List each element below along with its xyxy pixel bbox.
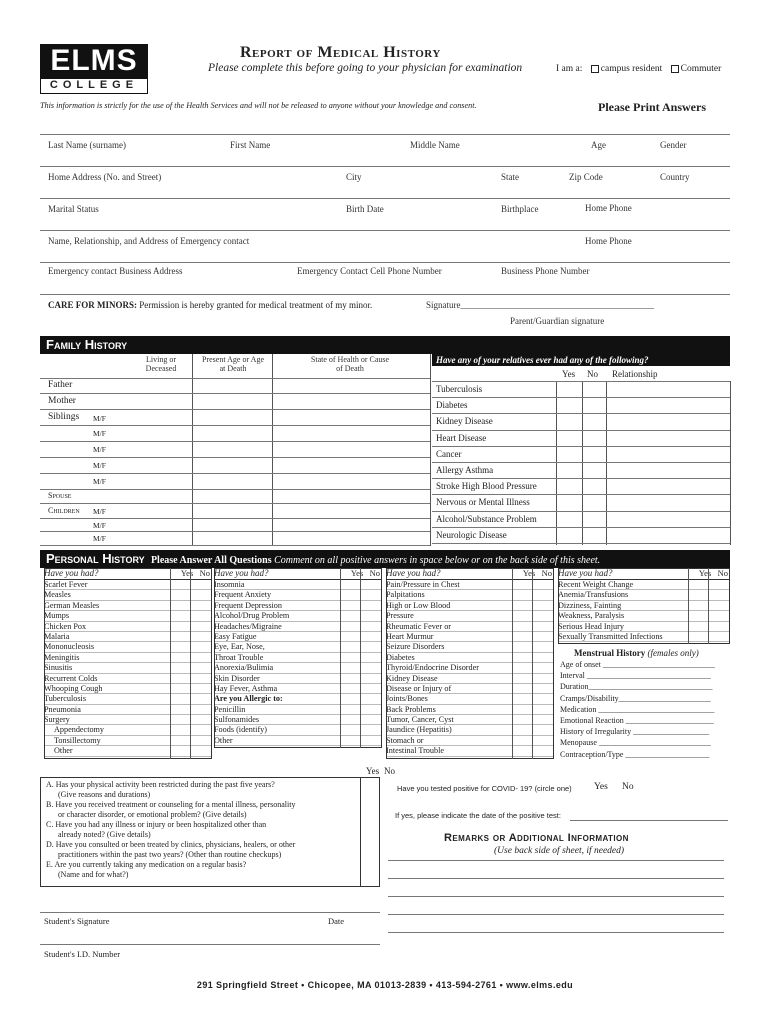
siblings-row: Siblings (48, 412, 80, 422)
yes-label: Yes (180, 568, 194, 578)
logo-college: COLLEGE (40, 78, 148, 94)
health-question (41, 860, 379, 880)
personal-history-item: Mumps (44, 611, 212, 621)
personal-history-item: Joints/Bones (386, 694, 554, 704)
student-id-number[interactable]: Student's I.D. Number (44, 949, 121, 959)
question-detail: (Name and for what?) (58, 870, 129, 879)
campus-resident-checkbox[interactable] (591, 65, 599, 73)
menstrual-history-line[interactable]: Cramps/Disability_______________________ (560, 693, 711, 703)
no-label: No (369, 568, 380, 578)
footer-address: 291 Springfield Street • Chicopee, MA 01013-2839 • 413-594-2761 • www.elms.edu (196, 980, 574, 990)
have-you-had-label: Have you had? (214, 568, 269, 578)
questions-no: No (384, 766, 395, 776)
personal-instructions-note: Comment on all positive answers in space below or on the back side of this sheet. (274, 555, 601, 566)
personal-history-item: Scarlet Fever (44, 580, 212, 590)
remarks-title: Remarks or Additional Information (444, 832, 629, 844)
family-history-title: Family History (46, 337, 128, 352)
col-state-of-health: State of Health or Cause of Death (310, 355, 390, 373)
personal-history-item: Kidney Disease (386, 674, 554, 684)
family-condition-item: Heart Disease (436, 432, 487, 443)
emergency-contact-field[interactable]: Name, Relationship, and Address of Emergency contact (48, 236, 250, 246)
questions-box (40, 777, 380, 887)
have-you-had-label: Have you had? (44, 568, 99, 578)
personal-history-item: Anorexia/Bulimia (214, 663, 382, 673)
covid-date-prompt: If yes, please indicate the date of the positive test: (395, 811, 561, 820)
no-label: No (199, 568, 210, 578)
personal-history-item: Heart Murmur (386, 632, 554, 642)
father-row: Father (48, 380, 73, 390)
menstrual-history-title: Menstrual History (females only) (574, 648, 699, 658)
personal-history-item: Appendectomy (44, 725, 212, 735)
guardian-signature-label: Parent/Guardian signature (510, 316, 605, 326)
mf-label: M/F (93, 534, 106, 543)
question-detail: (Give reasons and durations) (58, 790, 151, 799)
relatives-yes: Yes (562, 369, 576, 379)
state-field[interactable]: State (501, 172, 519, 182)
personal-history-item: Surgery (44, 715, 212, 725)
personal-history-item: Pressure (386, 611, 554, 621)
family-condition-item: Cancer (436, 448, 462, 459)
care-for-minors (48, 300, 372, 310)
family-condition-item: Neurologic Disease (436, 529, 507, 540)
logo-elms: ELMS (40, 44, 148, 78)
no-label: No (541, 568, 552, 578)
signature-date[interactable]: Date (328, 916, 345, 926)
emergency-home-phone-field[interactable]: Home Phone (585, 236, 632, 246)
personal-history-item: Sinusitis (44, 663, 212, 673)
health-question (41, 840, 379, 860)
covid-yes[interactable]: Yes (594, 782, 608, 792)
relatives-no: No (587, 369, 598, 379)
relatives-question: Have any of your relatives ever had any of the following? (432, 354, 730, 366)
campus-resident-label: campus resident (600, 64, 663, 74)
personal-history-item: Eye, Ear, Nose, (214, 642, 382, 652)
personal-history-item: Jaundice (Hepatitis) (386, 725, 554, 735)
student-signature[interactable]: Student's Signature (44, 916, 110, 926)
mf-label: M/F (93, 507, 106, 516)
personal-history-item: Easy Fatigue (214, 632, 382, 642)
yes-label: Yes (522, 568, 536, 578)
menstrual-history-line[interactable]: Menopause ____________________________ (560, 738, 711, 748)
first-name-field[interactable]: First Name (230, 140, 271, 150)
personal-history-item: Measles (44, 590, 212, 600)
personal-history-item: Alcohol/Drug Problem (214, 611, 382, 621)
health-question (41, 780, 379, 800)
personal-history-item: Mononucleosis (44, 642, 212, 652)
personal-history-item: Frequent Depression (214, 601, 382, 611)
personal-history-item: German Measles (44, 601, 212, 611)
personal-history-item: Penicillin (214, 705, 382, 715)
family-history-bar (40, 336, 730, 354)
mf-label: M/F (93, 461, 106, 470)
home-address-field[interactable]: Home Address (No. and Street) (48, 172, 162, 182)
emergency-cell-field[interactable]: Emergency Contact Cell Phone Number (297, 266, 442, 276)
commuter-checkbox[interactable] (671, 65, 679, 73)
personal-history-item: Tumor, Cancer, Cyst (386, 715, 554, 725)
mf-label: M/F (93, 414, 106, 423)
family-condition-item: Kidney Disease (436, 416, 493, 427)
age-field[interactable]: Age (591, 140, 606, 150)
birth-date-field[interactable]: Birth Date (346, 204, 384, 214)
personal-history-item: Sulfonamides (214, 715, 382, 725)
disclaimer: This information is strictly for the use of the Health Services and will not be released to anyone without your knowledge and consent. (40, 101, 477, 110)
guardian-signature-line[interactable]: Signature___________________________________________ (426, 300, 654, 310)
personal-history-item: Weakness, Paralysis (558, 611, 730, 621)
col-living-deceased: Living or Deceased (145, 355, 177, 373)
family-condition-item: Tuberculosis (436, 384, 483, 394)
health-question (41, 800, 379, 820)
family-condition-item: Stroke High Blood Pressure (436, 481, 537, 492)
personal-history-item: Anemia/Transfusions (558, 590, 730, 600)
family-condition-item: Alcohol/Substance Problem (436, 513, 537, 524)
menstrual-note: (females only) (647, 648, 699, 658)
question-line: E. Are you currently taking any medication on a regular basis? (46, 860, 247, 869)
covid-no[interactable]: No (622, 782, 634, 792)
elms-college-logo (40, 44, 148, 94)
personal-history-item: Pain/Pressure in Chest (386, 580, 554, 590)
personal-history-item: Throat Trouble (214, 653, 382, 663)
question-line: C. Have you had any illness or injury or been hospitalized other than (46, 820, 267, 829)
relatives-relationship: Relationship (612, 369, 658, 379)
menstrual-history-line[interactable]: Emotional Reaction ______________________ (560, 716, 714, 725)
personal-history-item: Rheumatic Fever or (386, 622, 554, 632)
page-title: Report of Medical History (240, 44, 441, 61)
commuter-label: Commuter (680, 64, 722, 74)
personal-history-item: Frequent Anxiety (214, 590, 382, 600)
city-field[interactable]: City (346, 172, 362, 182)
personal-history-item: Disease or Injury of (386, 684, 554, 694)
mf-label: M/F (93, 477, 106, 486)
question-detail: or character disorder, or emotional problem? (Give details) (58, 810, 247, 819)
yes-label: Yes (350, 568, 364, 578)
country-field[interactable]: Country (660, 172, 690, 182)
personal-history-item: Foods (identify) (214, 725, 382, 735)
personal-history-item: Tonsillectomy (44, 736, 212, 746)
question-line: A. Has your physical activity been restricted during the past five years? (46, 780, 275, 789)
minors-bold: CARE FOR MINORS: (48, 300, 137, 310)
page-subtitle: Please complete this before going to your physician for examination (208, 62, 523, 74)
col-present-age: Present Age or Age at Death (202, 355, 264, 373)
personal-history-item: Palpitations (386, 590, 554, 600)
personal-history-item: Serious Head Injury (558, 622, 730, 632)
menstrual-history-line[interactable]: Age of onset ____________________________ (560, 660, 715, 669)
personal-history-bar (40, 550, 730, 568)
residency-choice (556, 64, 721, 74)
personal-history-item: Diabetes (386, 653, 554, 663)
personal-history-box (44, 568, 212, 759)
menstrual-history-line[interactable]: History of Irregularity ___________________ (560, 727, 710, 737)
health-question (41, 820, 379, 840)
iam-label: I am a: (556, 64, 583, 74)
personal-history-item: Pneumonia (44, 705, 212, 715)
personal-history-item: Chicken Pox (44, 622, 212, 632)
covid-question: Have you tested positive for COVID- 19? (circle one) (397, 784, 572, 793)
minors-text: Permission is hereby granted for medical treatment of my minor. (139, 300, 373, 310)
question-detail: practitioners within the past two years? (Other than routine checkups) (58, 850, 282, 859)
gender-field[interactable]: Gender (660, 140, 687, 150)
personal-history-item: Are you Allergic to: (214, 694, 382, 704)
personal-history-item: High or Low Blood (386, 601, 554, 611)
children-row: Children (48, 506, 80, 515)
personal-history-item: Other (44, 746, 212, 756)
remarks-note: (Use back side of sheet, if needed) (494, 846, 625, 856)
menstrual-history-line[interactable]: Interval _______________________________ (560, 671, 711, 681)
spouse-row: Spouse (48, 491, 72, 500)
personal-history-item: Other (214, 736, 382, 746)
family-condition-item: Diabetes (436, 400, 468, 411)
have-you-had-label: Have you had? (386, 568, 441, 578)
mf-label: M/F (93, 521, 106, 530)
personal-history-item: Malaria (44, 632, 212, 642)
print-note: Please Print Answers (598, 100, 706, 114)
menstrual-history-line[interactable]: Contraception/Type _____________________ (560, 749, 710, 759)
no-label: No (717, 568, 728, 578)
mother-row: Mother (48, 396, 76, 406)
mf-label: M/F (93, 445, 106, 454)
remarks-lines[interactable] (388, 860, 724, 940)
personal-history-item: Recent Weight Change (558, 580, 730, 590)
have-you-had-label: Have you had? (558, 568, 613, 578)
personal-history-title: Personal History (46, 551, 145, 566)
personal-history-item: Dizziness, Fainting (558, 601, 730, 611)
business-phone-field[interactable]: Business Phone Number (501, 266, 590, 276)
personal-history-item: Hay Fever, Asthma (214, 684, 382, 694)
menstrual-history-line[interactable]: Duration_______________________________ (560, 682, 713, 692)
personal-history-item: Recurrent Colds (44, 674, 212, 684)
personal-history-box (214, 568, 382, 748)
middle-name-field[interactable]: Middle Name (410, 140, 460, 150)
last-name-field[interactable]: Last Name (surname) (48, 140, 126, 150)
personal-history-item: Intestinal Trouble (386, 746, 554, 756)
family-condition-item: Allergy Asthma (436, 465, 494, 475)
question-line: B. Have you received treatment or counseling for a mental illness, personality (46, 800, 296, 809)
personal-history-item: Headaches/Migraine (214, 622, 382, 632)
personal-history-item: Stomach or (386, 736, 554, 746)
emergency-business-address-field[interactable]: Emergency contact Business Address (48, 266, 183, 276)
yes-label: Yes (698, 568, 712, 578)
personal-history-item: Thyroid/Endocrine Disorder (386, 663, 554, 673)
personal-instructions: Please Answer All Questions (150, 555, 272, 566)
personal-history-box (558, 568, 730, 644)
personal-history-box (386, 568, 554, 759)
family-condition-item: Nervous or Mental Illness (436, 497, 530, 508)
marital-status-field[interactable]: Marital Status (48, 204, 99, 214)
home-phone-field[interactable]: Home Phone (585, 203, 632, 213)
zip-field[interactable]: Zip Code (569, 172, 603, 182)
personal-history-item: Back Problems (386, 705, 554, 715)
personal-history-item: Seizure Disorders (386, 642, 554, 652)
menstrual-history-line[interactable]: Medication _____________________________ (560, 704, 715, 714)
questions-yes: Yes (366, 766, 380, 776)
personal-history-item: Meningitis (44, 653, 212, 663)
personal-history-item: Whooping Cough (44, 684, 212, 694)
personal-history-item: Skin Disorder (214, 674, 382, 684)
personal-history-item: Sexually Transmitted Infections (558, 632, 730, 642)
question-detail: already noted? (Give details) (58, 830, 151, 839)
personal-history-item: Tuberculosis (44, 694, 212, 704)
question-line: D. Have you consulted or been treated by clinics, physicians, healers, or other (46, 840, 296, 849)
birthplace-field[interactable]: Birthplace (501, 204, 539, 214)
mf-label: M/F (93, 429, 106, 438)
personal-history-item: Insomnia (214, 580, 382, 590)
